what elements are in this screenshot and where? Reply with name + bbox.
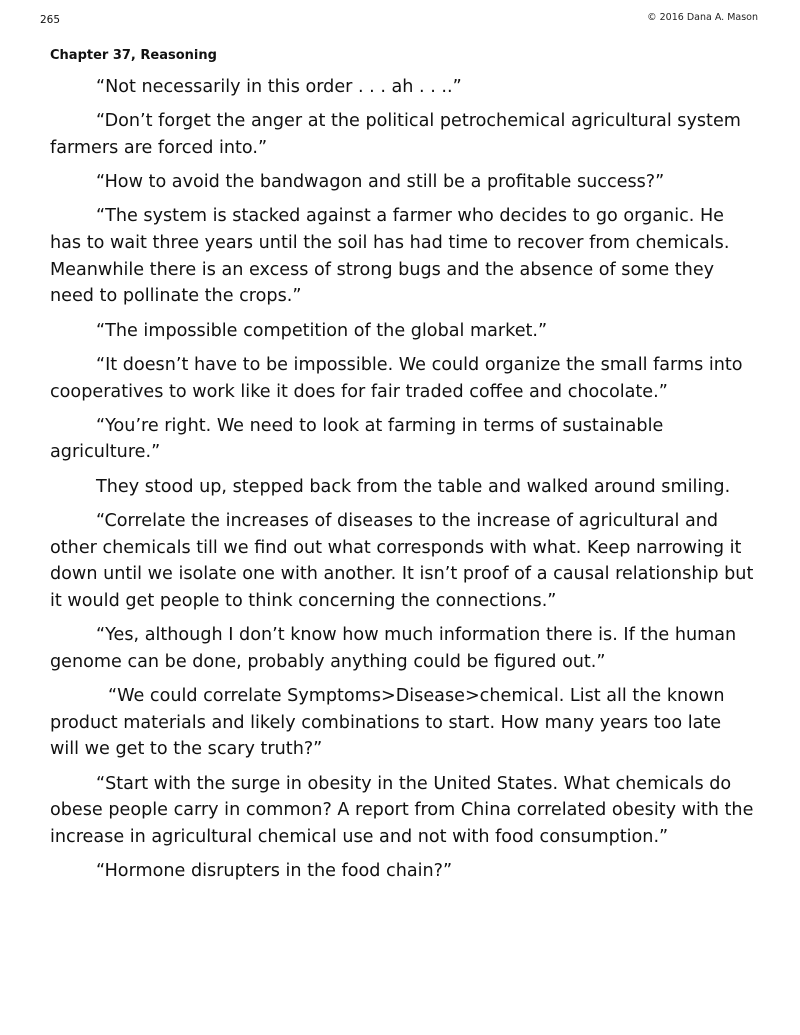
paragraph: “The impossible competition of the global market.”: [96, 320, 548, 341]
paragraph: “Correlate the increases of diseases to the increase of agricultural and other chemicals till we find out what corresponds with what. Keep narrowing it down until we isolate one with another. It isn’t proof of a causal relationship but it would get people to think concerning the connections.”: [50, 510, 754, 611]
paragraph: “It doesn’t have to be impossible. We could organize the small farms into cooperatives to work like it does for fair traded coffee and chocolate.”: [50, 354, 743, 402]
paragraph: “Start with the surge in obesity in the United States. What chemicals do obese people carry in common? A report from China correlated obesity with the increase in agricultural chemical use and not with food consumption.”: [50, 773, 754, 848]
page-header: [40, 12, 758, 28]
paragraph: “How to avoid the bandwagon and still be a profitable success?”: [96, 172, 665, 193]
chapter-title: Chapter 37, Reasoning: [50, 48, 217, 63]
paragraph: They stood up, stepped back from the table and walked around smiling.: [96, 476, 731, 497]
paragraph: “You’re right. We need to look at farming in terms of sustainable agriculture.”: [50, 415, 664, 463]
paragraph: “Don’t forget the anger at the political petrochemical agricultural system farmers are forced into.”: [50, 111, 741, 158]
paragraph: “Hormone disrupters in the food chain?”: [96, 861, 453, 882]
paragraph: “Not necessarily in this order . . . ah . . ..”: [96, 77, 462, 97]
paragraph: “Yes, although I don’t know how much information there is. If the human genome can be done, probably anything could be figured out.”: [50, 625, 737, 672]
paragraph: “We could correlate Symptoms>Disease>chemical. List all the known product materials and likely combinations to start. How many years too late will we get to the scary truth?”: [50, 686, 725, 760]
copyright-notice: © 2016 Dana A. Mason: [647, 12, 758, 23]
body-text: [50, 74, 755, 892]
paragraph: “The system is stacked against a farmer who decides to go organic. He has to wait three years until the soil has had time to recover from chemicals. Meanwhile there is an excess of strong bugs and the absence of some they need to pollinate the crops.”: [50, 206, 730, 307]
page-number: 265: [40, 14, 61, 26]
